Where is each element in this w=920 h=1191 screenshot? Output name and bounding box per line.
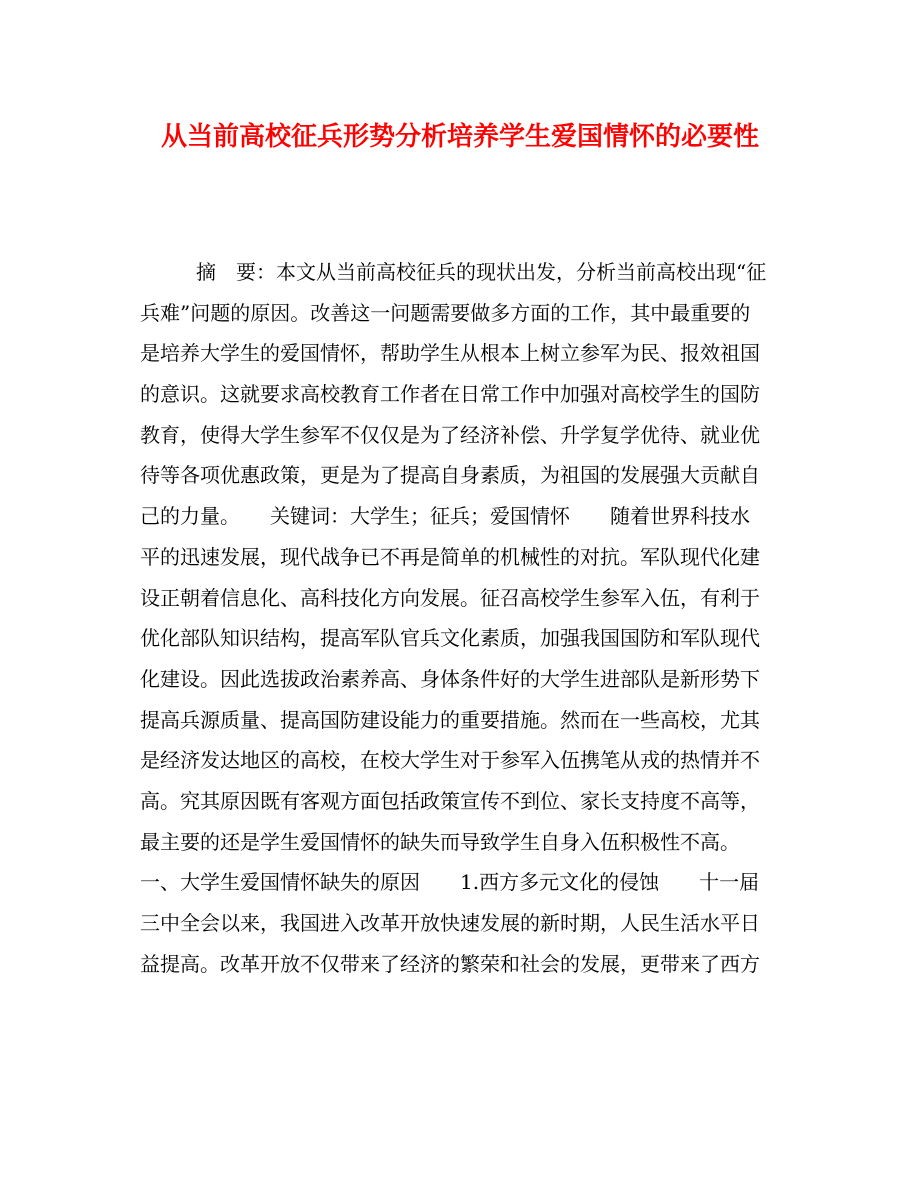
paragraph-line: 待等各项优惠政策，更是为了提高自身素质，为祖国的发展强大贡献自 [140,463,760,488]
paragraph-line: 三中全会以来，我国进入改革开放快速发展的新时期，人民生活水平日 [140,911,760,935]
paragraph-line: 己的力量。 关键词：大学生；征兵；爱国情怀 随着世界科技水 [140,504,750,529]
body-text [140,252,800,984]
paragraph-line: 的意识。这就要求高校教育工作者在日常工作中加强对高校学生的国防 [140,382,760,407]
paragraph-line: 是经济发达地区的高校，在校大学生对于参军入伍携笔从戎的热情并不 [140,748,760,773]
paragraph-line: 是培养大学生的爱国情怀，帮助学生从根本上树立参军为民、报效祖国 [140,341,760,366]
document-title: 从当前高校征兵形势分析培养学生爱国情怀的必要性 [160,122,759,152]
paragraph-line: 化建设。因此选拔政治素养高、身体条件好的大学生进部队是新形势下 [140,666,760,691]
paragraph-line: 教育，使得大学生参军不仅仅是为了经济补偿、升学复学优待、就业优 [140,422,760,447]
paragraph-line: 益提高。改革开放不仅带来了经济的繁荣和社会的发展，更带来了西方 [140,951,760,976]
paragraph-line: 一、大学生爱国情怀缺失的原因 1.西方多元文化的侵蚀 十一届 [140,870,760,895]
paragraph-line: 高。究其原因既有客观方面包括政策宣传不到位、家长支持度不高等， [140,788,760,813]
paragraph-line: 设正朝着信息化、高科技化方向发展。征召高校学生参军入伍，有利于 [140,585,760,610]
paragraph-line: 优化部队知识结构，提高军队官兵文化素质，加强我国国防和军队现代 [140,626,760,651]
paragraph-line: 平的迅速发展，现代战争已不再是简单的机械性的对抗。军队现代化建 [140,544,760,569]
paragraph-line: 提高兵源质量、提高国防建设能力的重要措施。然而在一些高校，尤其 [140,707,760,732]
paragraph-line: 最主要的还是学生爱国情怀的缺失而导致学生自身入伍积极性不高。 [140,829,740,854]
paragraph-line: 兵难”问题的原因。改善这一问题需要做多方面的工作，其中最重要的 [140,300,751,325]
paragraph-line: 摘 要：本文从当前高校征兵的现状出发，分析当前高校出现“征 [196,260,767,284]
